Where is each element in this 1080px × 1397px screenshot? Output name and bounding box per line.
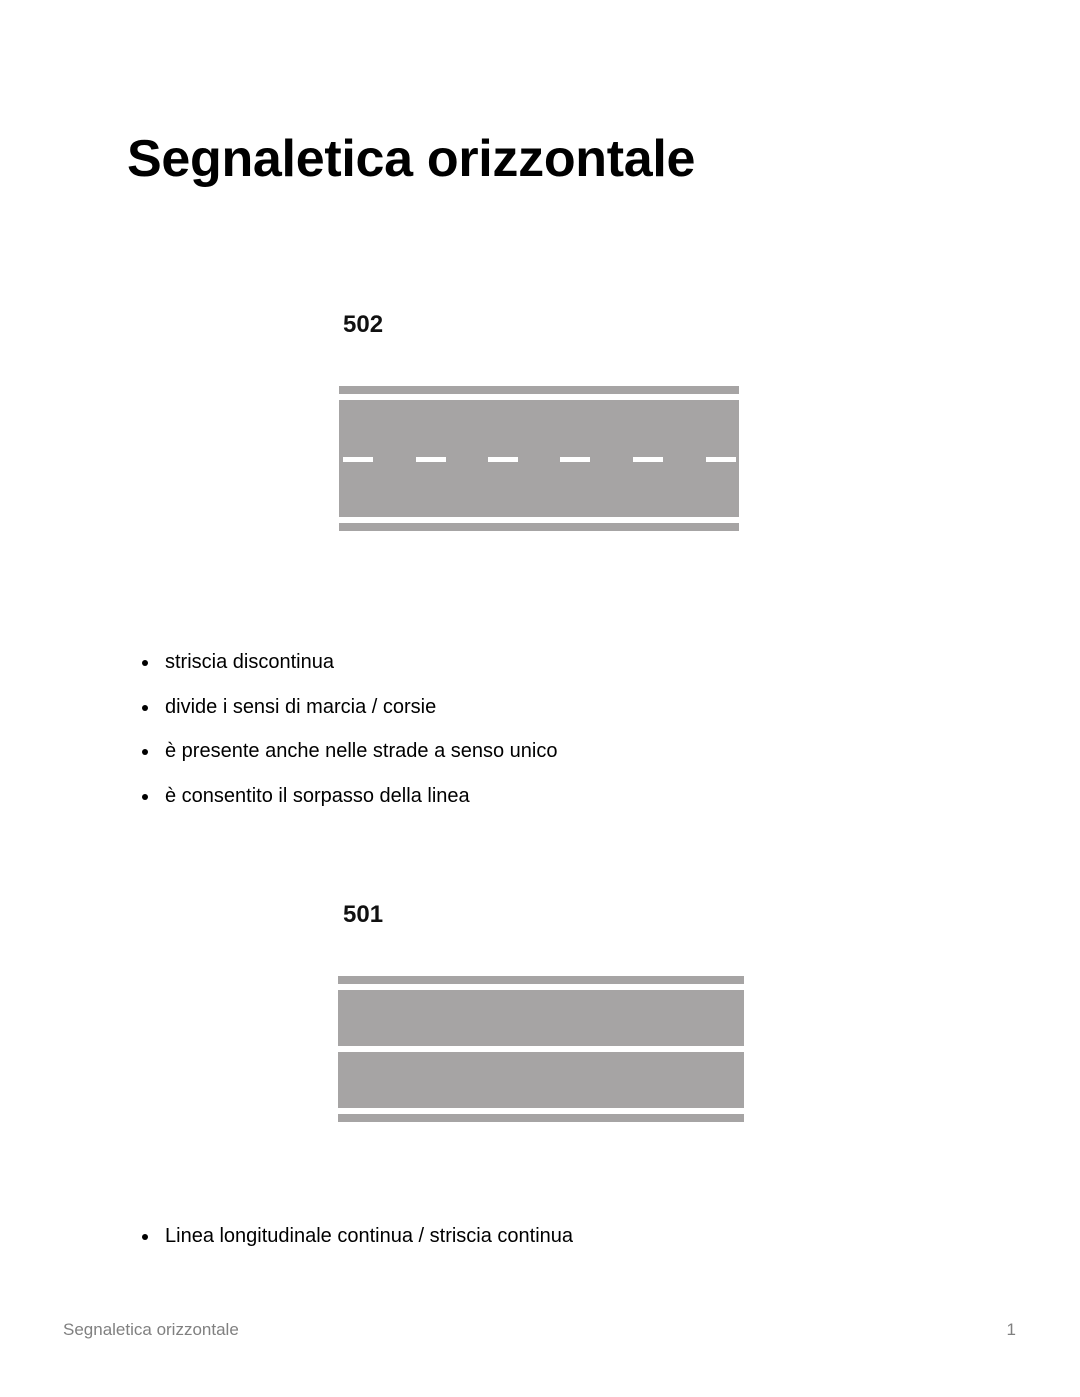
footer-title: Segnaletica orizzontale	[63, 1320, 239, 1339]
page-title: Segnaletica orizzontale	[127, 130, 696, 188]
center-line-continuous	[338, 1046, 744, 1052]
list-item: è consentito il sorpasso della linea	[140, 784, 558, 808]
dash-segment	[706, 457, 736, 462]
list-item: striscia discontinua	[140, 650, 558, 674]
road-surface	[339, 386, 739, 531]
dash-segment	[560, 457, 590, 462]
edge-line-bottom	[338, 1108, 744, 1114]
bullet-list-501	[140, 1224, 573, 1269]
edge-line-top	[338, 984, 744, 990]
edge-line-bottom	[339, 517, 739, 523]
list-item: divide i sensi di marcia / corsie	[140, 695, 558, 719]
bullet-list-502	[140, 650, 558, 829]
dash-segment	[416, 457, 446, 462]
edge-line-top	[339, 394, 739, 400]
road-diagram-dashed-line	[339, 386, 739, 531]
list-item: è presente anche nelle strade a senso unico	[140, 739, 558, 763]
sign-code-502: 502	[343, 311, 384, 338]
sign-code-501: 501	[343, 901, 384, 928]
list-item: Linea longitudinale continua / striscia continua	[140, 1224, 573, 1248]
dash-segment	[343, 457, 373, 462]
road-diagram-continuous-line	[338, 976, 744, 1122]
page-number: 1	[1006, 1320, 1016, 1339]
dash-segment	[633, 457, 663, 462]
dash-segment	[488, 457, 518, 462]
